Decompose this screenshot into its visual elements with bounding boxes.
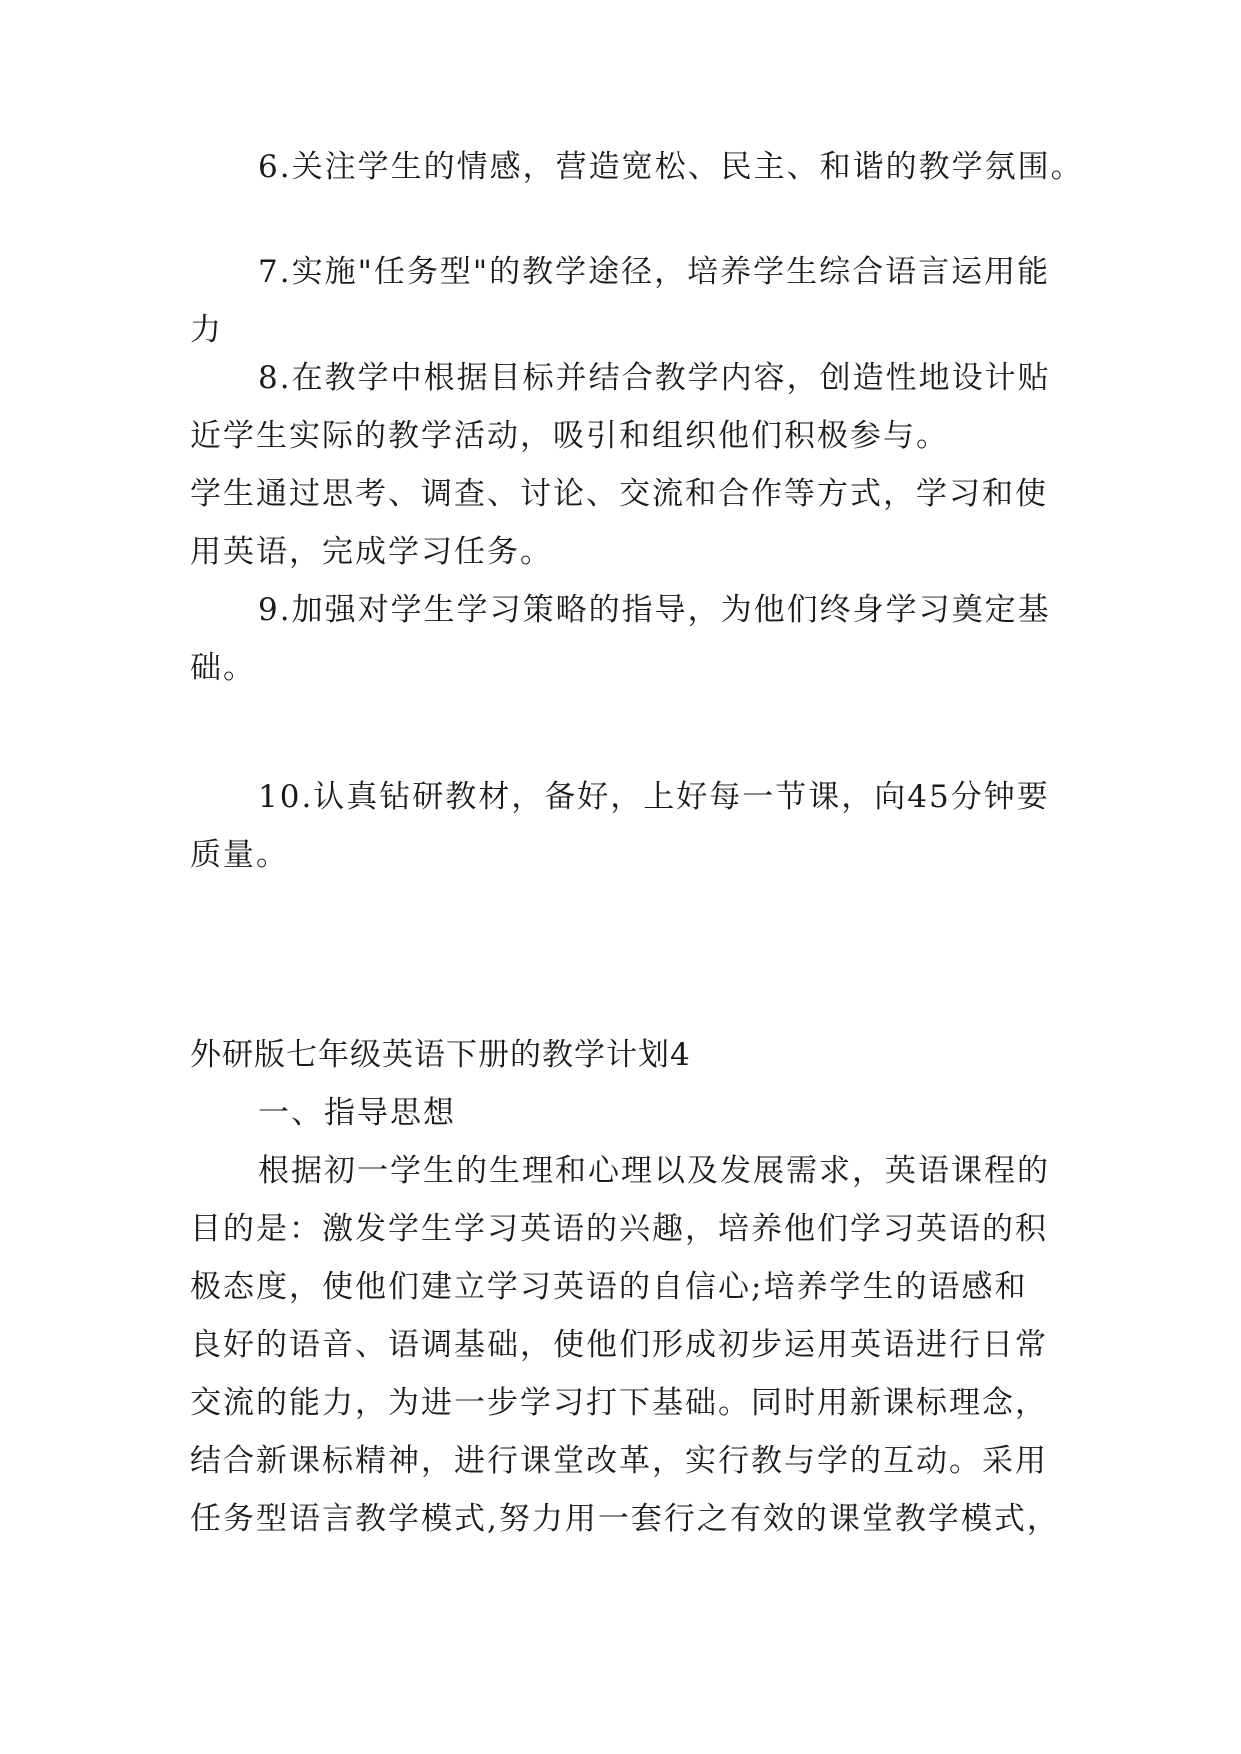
text-line: 任务型语言教学模式,努力用一套行之有效的课堂教学模式，	[190, 1501, 1060, 1537]
text-line: 学生通过思考、调查、讨论、交流和合作等方式，学习和使	[190, 476, 1048, 512]
text-line: 交流的能力，为进一步学习打下基础。同时用新课标理念，	[190, 1385, 1048, 1421]
paragraph-10	[190, 768, 1060, 884]
paragraph-6	[190, 138, 1084, 196]
paragraph-8	[190, 349, 1060, 581]
text-line: 根据初一学生的生理和心理以及发展需求，英语课程的	[258, 1153, 1050, 1189]
section-body	[190, 1142, 1060, 1548]
text-line: 极态度，使他们建立学习英语的自信心;培养学生的语感和	[190, 1269, 1028, 1305]
section-title: 外研版七年级英语下册的教学计划4	[190, 1037, 691, 1073]
section-heading	[190, 1084, 1060, 1142]
text-line: 力	[190, 312, 223, 348]
heading-text: 一、指导思想	[258, 1095, 456, 1131]
text-line: 10.认真钻研教材，备好，上好每一节课，向45分钟要	[258, 779, 1050, 815]
text-line: 目的是：激发学生学习英语的兴趣，培养他们学习英语的积	[190, 1211, 1048, 1247]
text-line: 6.关注学生的情感，营造宽松、民主、和谐的教学氛围。	[258, 149, 1084, 185]
text-line: 8.在教学中根据目标并结合教学内容，创造性地设计贴	[258, 360, 1051, 396]
text-line: 7.实施"任务型"的教学途径，培养学生综合语言运用能	[258, 254, 1051, 290]
text-line: 9.加强对学生学习策略的指导，为他们终身学习奠定基	[258, 592, 1051, 628]
text-line: 结合新课标精神，进行课堂改革，实行教与学的互动。采用	[190, 1443, 1048, 1479]
text-line: 良好的语音、语调基础，使他们形成初步运用英语进行日常	[190, 1327, 1048, 1363]
text-line: 质量。	[190, 837, 289, 873]
text-line: 近学生实际的教学活动，吸引和组织他们积极参与。	[190, 418, 949, 454]
paragraph-9	[190, 581, 1060, 697]
text-line: 用英语，完成学习任务。	[190, 534, 553, 570]
paragraph-7	[190, 243, 1060, 359]
text-line: 础。	[190, 650, 256, 686]
